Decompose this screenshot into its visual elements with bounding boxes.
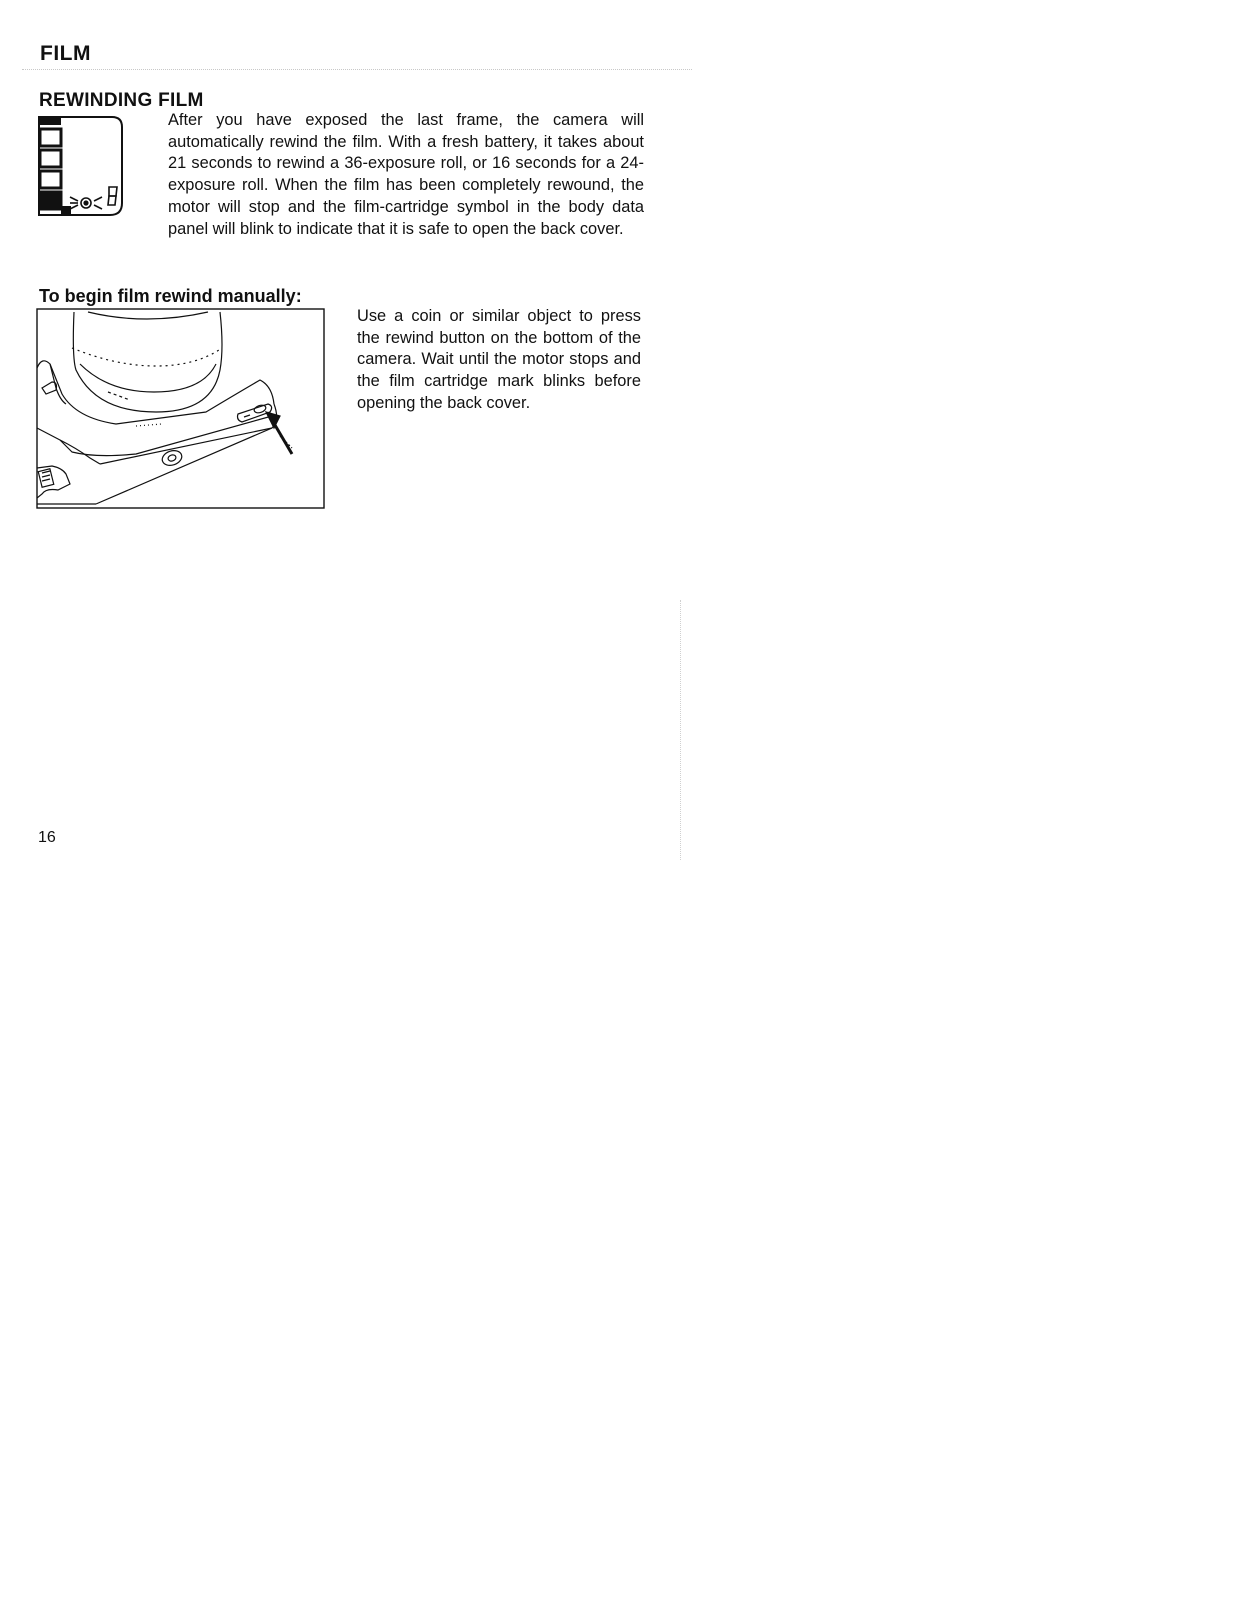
header-divider (22, 69, 692, 70)
body-data-panel-icon (36, 115, 128, 217)
camera-bottom-illustration (36, 308, 326, 510)
rewinding-heading: REWINDING FILM (39, 90, 204, 111)
rewinding-paragraph: After you have exposed the last frame, the camera will automatically rewind the film. With a fresh battery, it takes about 21 seconds to rewind a 36-exposure roll, or 16 seconds for a 24-exposure roll. When the film has been completely rewound, the motor will stop and the film-cartridge symbol in the body data panel will blink to indicate that it is safe to open the back cover. (168, 111, 644, 238)
margin-rule (680, 600, 681, 860)
page-number: 16 (38, 829, 56, 846)
section-title: FILM (40, 42, 91, 65)
manual-rewind-heading: To begin film rewind manually: (39, 286, 302, 306)
manual-rewind-paragraph: Use a coin or similar object to press the rewind button on the bottom of the camera. Wait until the motor stops and the film cartridge mark blinks before opening the back cover. (357, 307, 641, 412)
